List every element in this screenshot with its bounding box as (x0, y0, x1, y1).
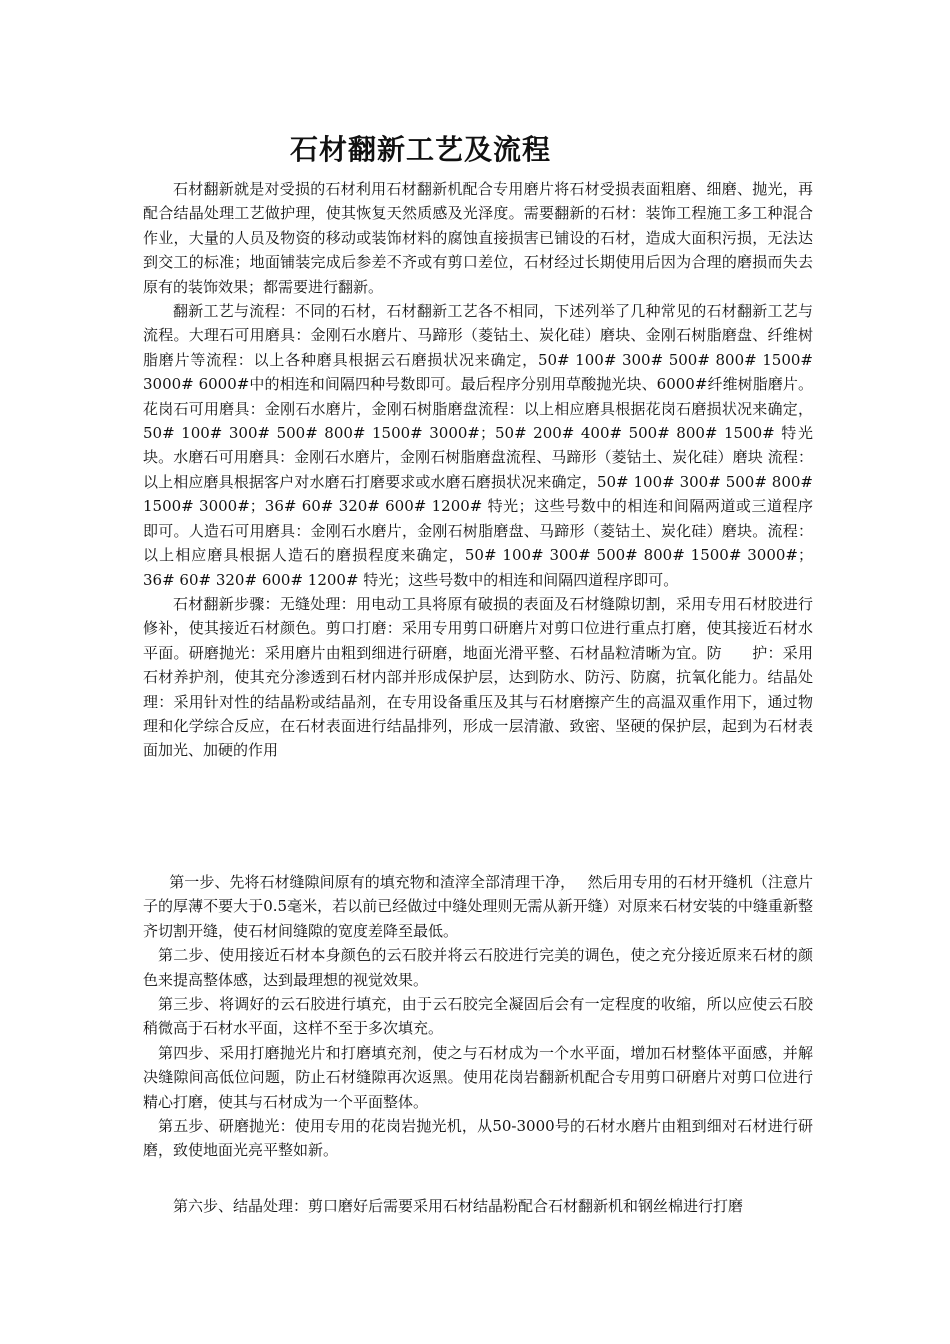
step-3: 第三步、将调好的云石胶进行填充，由于云石胶完全凝固后会有一定程度的收缩，所以应使云石胶稍微高于石材水平面，这样不至于多次填充。 (143, 995, 813, 1038)
step-2: 第二步、使用接近石材本身颜色的云石胶并将云石胶进行完美的调色，使之充分接近原来石材的颜色来提高整体感，达到最理想的视觉效果。 (143, 946, 813, 989)
step-1: 第一步、先将石材缝隙间原有的填充物和渣滓全部清理干净， 然后用专用的石材开缝机（注意片子的厚薄不要大于0.5毫米，若以前已经做过中缝处理则无需从新开缝）对原来石材安装的中缝重新整齐切割开缝，使石材间缝隙的宽度差降至最低。 (143, 873, 813, 940)
paragraph-intro: 石材翻新就是对受损的石材利用石材翻新机配合专用磨片将石材受损表面粗磨、细磨、抛光，再配合结晶处理工艺做护理，使其恢复天然质感及光泽度。需要翻新的石材：装饰工程施工多工种混合作业，大量的人员及物资的移动或装饰材料的腐蚀直接损害已铺设的石材，造成大面积污损，无法达到交工的标准；地面铺装完成后参差不齐或有剪口差位，石材经过长期使用后因为合理的磨损而失去原有的装饰效果；都需要进行翻新。 (143, 180, 813, 296)
paragraph-process: 翻新工艺与流程：不同的石材，石材翻新工艺各不相同，下述列举了几种常见的石材翻新工艺与流程。大理石可用磨具：金刚石水磨片、马蹄形（菱钴土、炭化硅）磨块、金刚石树脂磨盘、纤维树脂磨片等流程：以上各种磨具根据云石磨损状况来确定，50# 100# 300# 500# 800# 1500# 3000# 6000#中的相连和间隔四种号数即可。最后程序分别用草酸抛光块、6000#纤维树脂磨片。花岗石可用磨具：金刚石水磨片，金刚石树脂磨盘流程：以上相应磨具根据花岗石磨损状况来确定，50# 100# 300# 500# 800# 1500# 3000#；50# 200# 400# 500# 800# 1500# 特光块。水磨石可用磨具：金刚石水磨片，金刚石树脂磨盘流程、马蹄形（菱钴土、炭化硅）磨块 流程：以上相应磨具根据客户对水磨石打磨要求或水磨石磨损状况来确定，50# 100# 300# 500# 800# 1500# 3000#；36# 60# 320# 600# 1200# 特光；这些号数中的相连和间隔两道或三道程序即可。人造石可用磨具：金刚石水磨片，金刚石树脂磨盘、马蹄形（菱钴土、炭化硅）磨块。流程：以上相应磨具根据人造石的磨损程度来确定，50# 100# 300# 500# 800# 1500# 3000#；36# 60# 320# 600# 1200# 特光；这些号数中的相连和间隔四道程序即可。 (143, 302, 813, 589)
paragraph-renovation-steps: 石材翻新步骤：无缝处理：用电动工具将原有破损的表面及石材缝隙切割，采用专用石材胶进行修补，使其接近石材颜色。剪口打磨：采用专用剪口研磨片对剪口位进行重点打磨，使其接近石材水平面。研磨抛光：采用磨片由粗到细进行研磨，地面光滑平整、石材晶粒清晰为宜。防 护：采用石材养护剂，使其充分渗透到石材内部并形成保护层，达到防水、防污、防腐，抗氧化能力。结晶处理：采用针对性的结晶粉或结晶剂，在专用设备重压及其与石材磨擦产生的高温双重作用下，通过物理和化学综合反应，在石材表面进行结晶排列，形成一层清澈、致密、坚硬的保护层，起到为石材表面加光、加硬的作用 (143, 594, 813, 760)
steps-section (143, 870, 813, 1163)
intro-section (143, 177, 813, 763)
step-4: 第四步、采用打磨抛光片和打磨填充剂，使之与石材成为一个水平面，增加石材整体平面感，并解决缝隙间高低位问题，防止石材缝隙再次返黑。使用花岗岩翻新机配合专用剪口研磨片对剪口位进行精心打磨，使其与石材成为一个平面整体。 (143, 1043, 813, 1111)
document-title: 石材翻新工艺及流程 (290, 133, 552, 166)
step-5: 第五步、研磨抛光：使用专用的花岗岩抛光机，从50-3000号的石材水磨片由粗到细对石材进行研磨，致使地面光亮平整如新。 (143, 1117, 813, 1160)
step-6-section (143, 1194, 813, 1218)
step-6: 第六步、结晶处理：剪口磨好后需要采用石材结晶粉配合石材翻新机和钢丝棉进行打磨 (173, 1197, 744, 1215)
